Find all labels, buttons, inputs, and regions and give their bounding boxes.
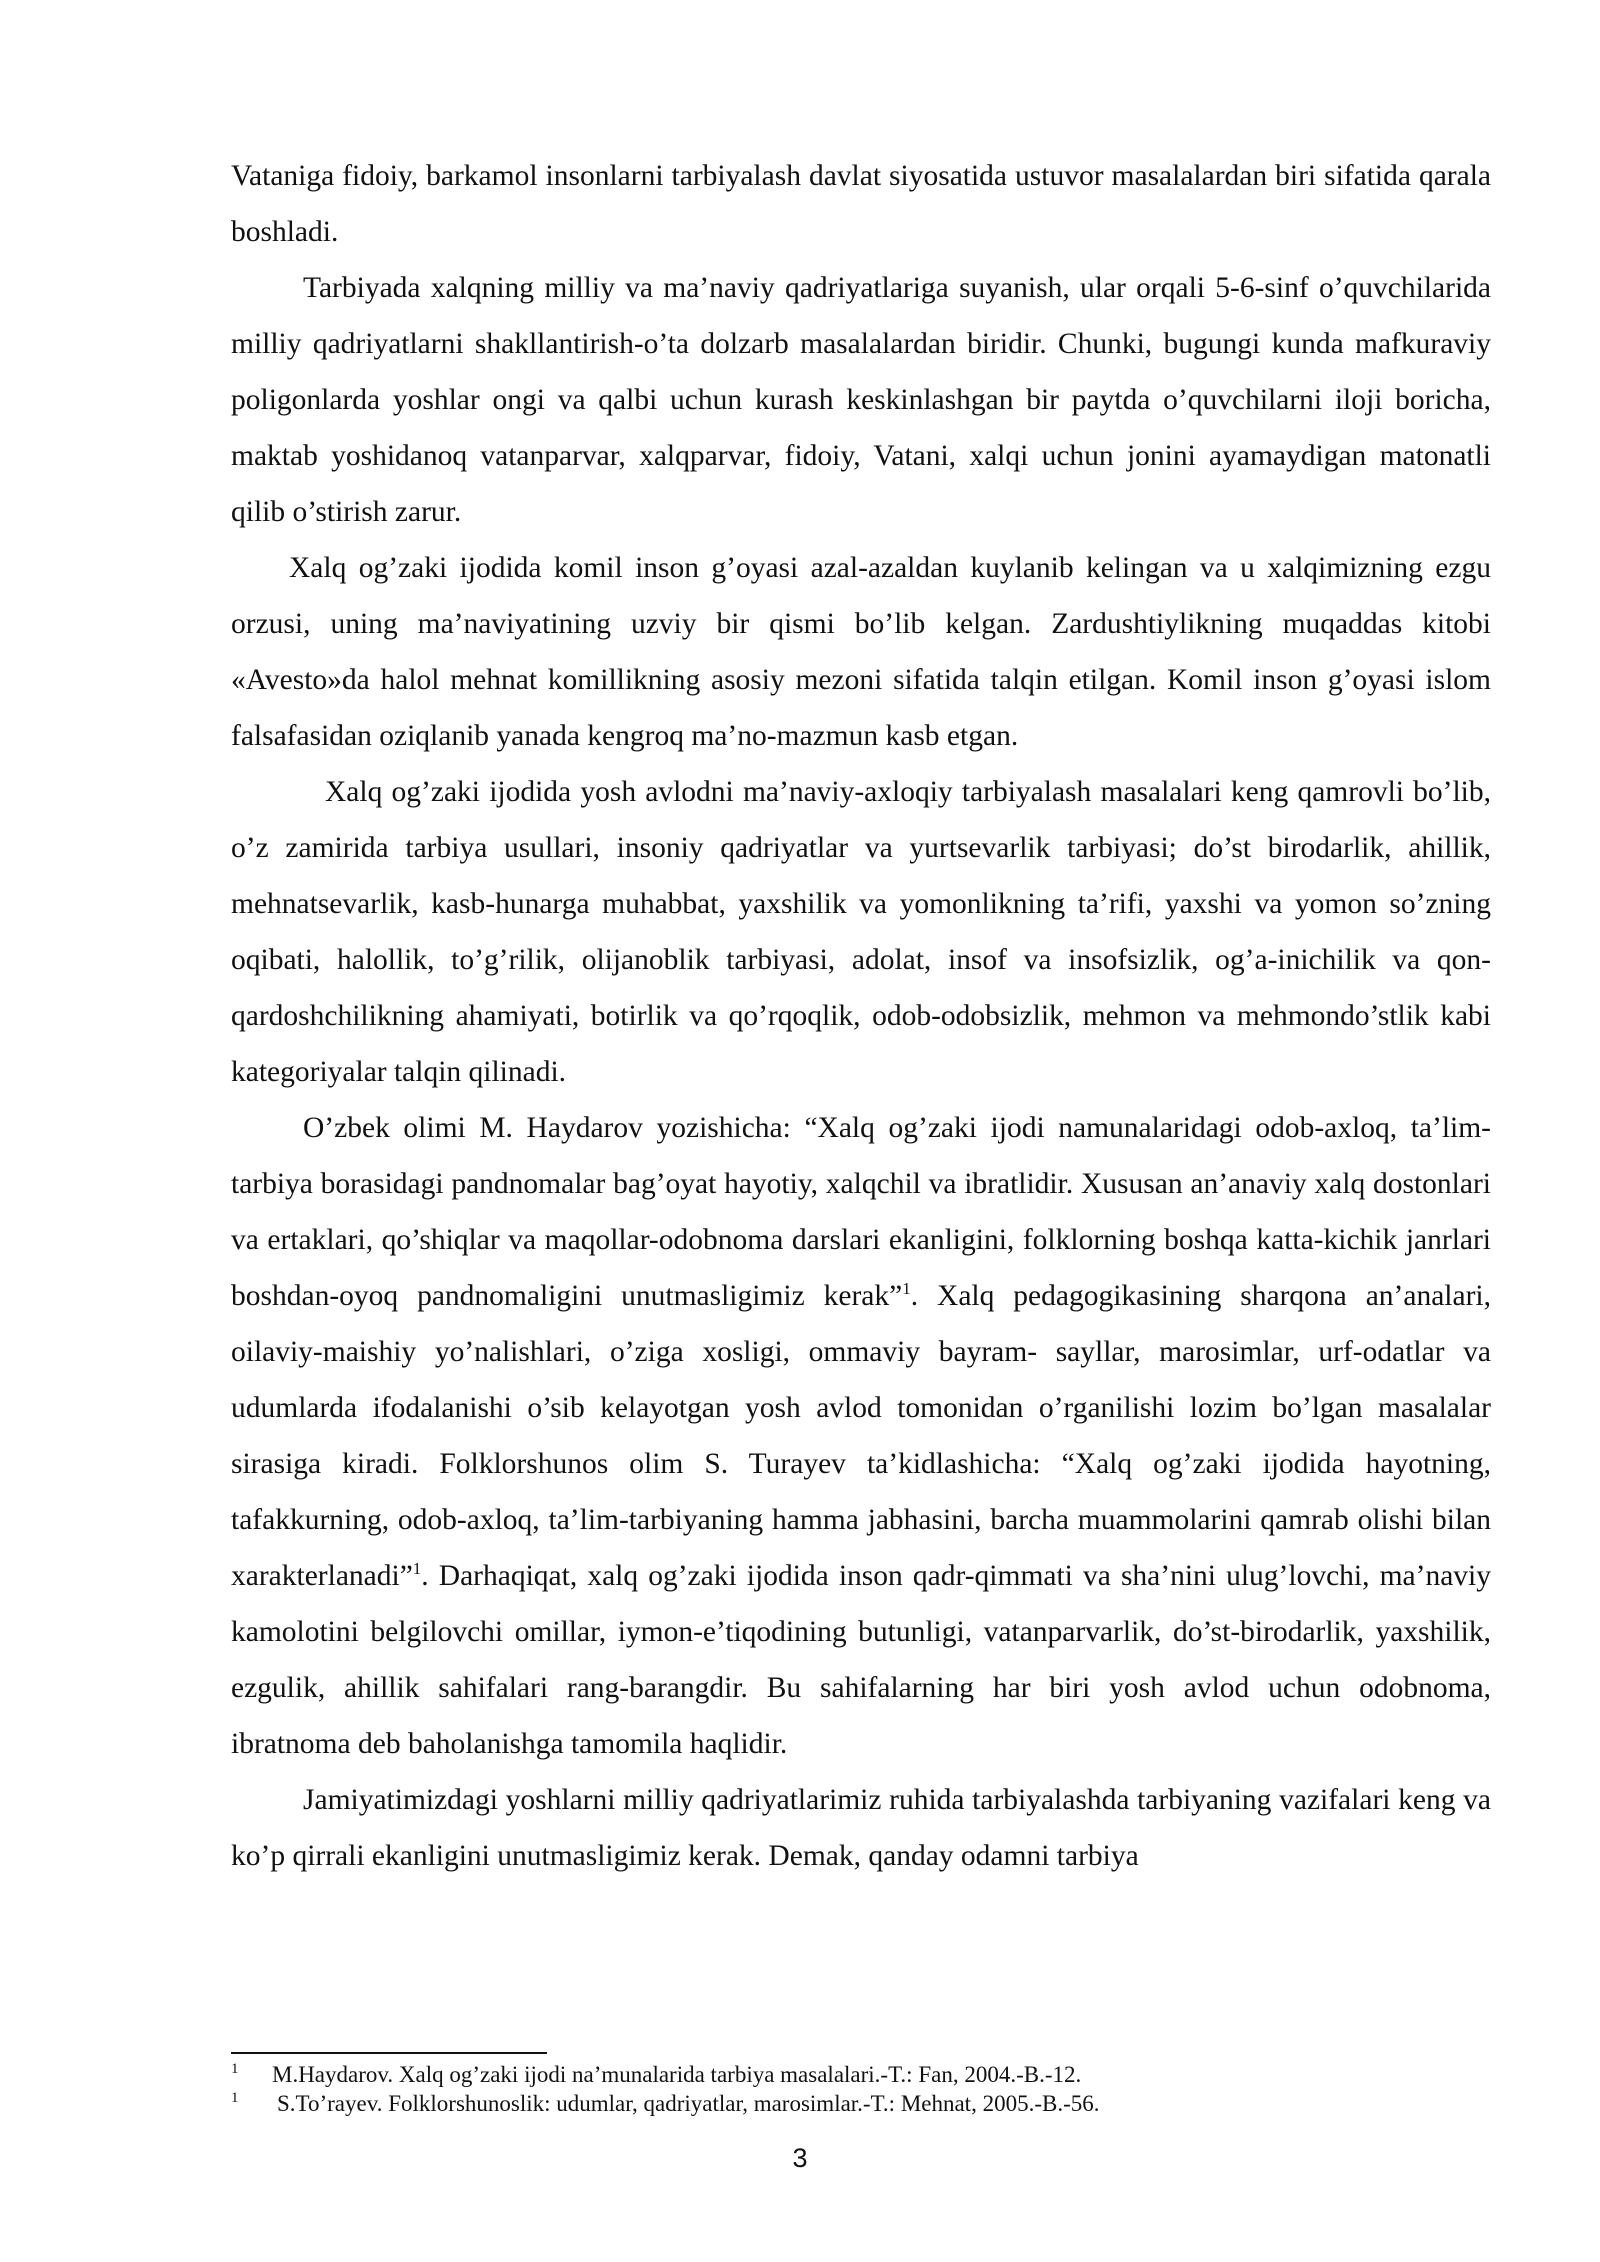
footnote-text-2: S.To’rayev. Folklorshunoslik: udumlar, qadriyatlar, marosimlar.-T.: Mehnat, 2005.-B.-56. <box>277 2091 1100 2116</box>
paragraph-2: Tarbiyada xalqning milliy va ma’naviy qadriyatlariga suyanish, ular orqali 5-6-sinf o’quvchilarida milliy qadriyatlarni shakllantirish-o’ta dolzarb masalalardan biridir. Chunki, bugungi kunda mafkuraviy poligonlarda yoshlar ongi va qalbi uchun kurash keskinlashgan bir paytda o’quvchilarni iloji boricha, maktab yoshidanoq vatanparvar, xalqparvar, fidoiy, Vatani, xalqi uchun jonini ayamaydigan matonatli qilib o’stirish zarur. <box>231 272 1491 528</box>
paragraph-1: Vataniga fidoiy, barkamol insonlarni tarbiyalash davlat siyosatida ustuvor masalalardan biri sifatida qarala boshladi. <box>231 160 1491 248</box>
footnote-2 <box>231 2089 1491 2118</box>
footnote-mark-1: 1 <box>231 2061 239 2077</box>
paragraph-5-part-c: . Darhaqiqat, xalq og’zaki ijodida inson qadr-qimmati va sha’nini ulug’lovchi, ma’naviy kamolotini belgilovchi omillar, iymon-e’tiqodining butunligi, vatanparvarlik, do’st-birodarlik, yaxshilik, ezgulik, ahillik sahifalari rang-barangdir. Bu sahifalarning har biri yosh avlod uchun odobnoma, ibratnoma deb baholanishga tamomila haqlidir. <box>231 1560 1491 1760</box>
footnote-text-1: M.Haydarov. Xalq og’zaki ijodi na’munalarida tarbiya masalalari.-T.: Fan, 2004.-B.-12. <box>272 2062 1082 2087</box>
footnote-ref-1[interactable]: 1 <box>902 1279 911 1299</box>
footnote-mark-2: 1 <box>231 2090 239 2106</box>
footnote-1 <box>231 2060 1491 2089</box>
paragraph-6: Jamiyatimizdagi yoshlarni milliy qadriyatlarimiz ruhida tarbiyalashda tarbiyaning vazifalari keng va ko’p qirrali ekanligini unutmasligimiz kerak. Demak, qanday odamni tarbiya <box>231 1784 1491 1872</box>
body-text <box>231 148 1491 1884</box>
paragraph-5-part-a: O’zbek olimi M. Haydarov yozishicha: “Xalq og’zaki ijodi namunalaridagi odob-axloq, ta’lim-tarbiya borasidagi pandnomalar bag’oyat hayotiy, xalqchil va ibratlidir. Xususan an’anaviy xalq dostonlari va ertaklari, qo’shiqlar va maqollar-odobnoma darslari ekanligini, folklorning boshqa katta-kichik janrlari boshdan-oyoq pandnomaligini unutmasligimiz kerak” <box>231 1112 1491 1312</box>
paragraph-3: Xalq og’zaki ijodida komil inson g’oyasi azal-azaldan kuylanib kelingan va u xalqimizning ezgu orzusi, uning ma’naviyatining uzviy bir qismi bo’lib kelgan. Zardushtiylikning muqaddas kitobi «Avesto»da halol mehnat komillikning asosiy mezoni sifatida talqin etilgan. Komil inson g’oyasi islom falsafasidan oziqlanib yanada kengroq ma’no-mazmun kasb etgan. <box>231 552 1491 752</box>
paragraph-4: Xalq og’zaki ijodida yosh avlodni ma’naviy-axloqiy tarbiyalash masalalari keng qamrovli bo’lib, o’z zamirida tarbiya usullari, insoniy qadriyatlar va yurtsevarlik tarbiyasi; do’st birodarlik, ahillik, mehnatsevarlik, kasb-hunarga muhabbat, yaxshilik va yomonlikning ta’rifi, yaxshi va yomon so’zning oqibati, halollik, to’g’rilik, olijanoblik tarbiyasi, adolat, insof va insofsizlik, og’a-inichilik va qon-qardoshchilikning ahamiyati, botirlik va qo’rqoqlik, odob-odobsizlik, mehmon va mehmondo’stlik kabi kategoriyalar talqin qilinadi. <box>231 776 1491 1088</box>
paragraph-5 <box>231 1100 1491 1772</box>
page-number: 3 <box>792 2143 808 2173</box>
paragraph-5-part-b: . Xalq pedagogikasining sharqona an’analari, oilaviy-maishiy yo’nalishlari, o’ziga xosligi, ommaviy bayram- sayllar, marosimlar, urf-odatlar va udumlarda ifodalanishi o’sib kelayotgan yosh avlod tomonidan o’rganilishi lozim bo’lgan masalalar sirasiga kiradi. Folklorshunos olim S. Turayev ta’kidlashicha: “Xalq og’zaki ijodida hayotning, tafakkurning, odob-axloq, ta’lim-tarbiyaning hamma jabhasini, barcha muammolarini qamrab olishi bilan xarakterlanadi” <box>231 1280 1491 1592</box>
footnotes <box>231 2060 1491 2118</box>
footnote-ref-2[interactable]: 1 <box>412 1559 422 1579</box>
footnote-divider <box>231 2052 547 2054</box>
